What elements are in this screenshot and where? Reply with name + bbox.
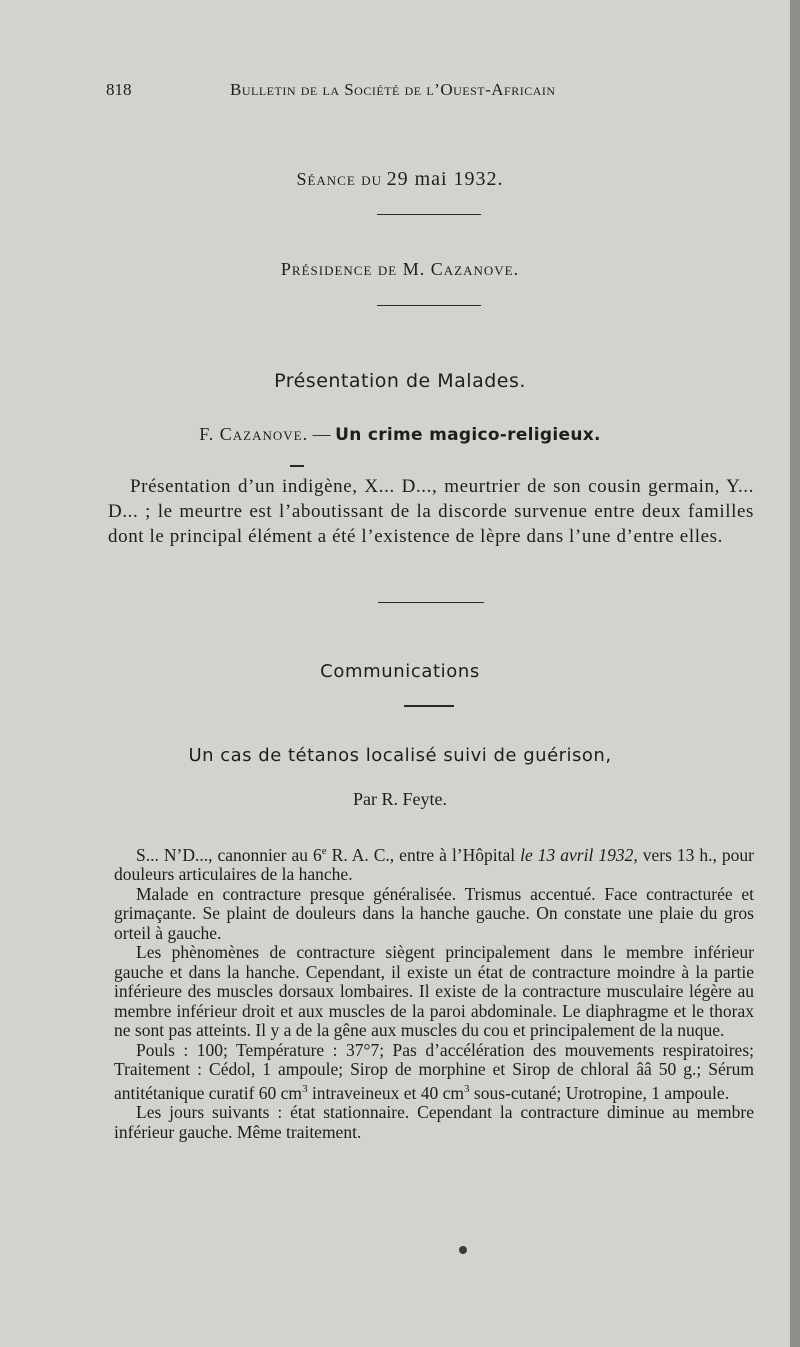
p4-text-a: Pouls : 100; Température : 37°7; Pas d’accélération des mouvements respiratoires; Traitement : Cédol, 1 ampoule; Sirop de morphine et Sirop de chloral ââ 50 g.; Sérum antitétanique curatif 60 cm: [114, 1039, 754, 1103]
case-author: F. Cazanove.: [199, 424, 309, 444]
p4-text-c: sous-cutané; Urotropine, 1 ampoule.: [469, 1082, 730, 1103]
case-title-line: [0, 424, 800, 445]
article-title: Un cas de tétanos localisé suivi de guérison,: [188, 745, 612, 766]
ink-spot: [459, 1246, 467, 1254]
seance-label: Séance du: [296, 169, 383, 189]
page-number: 818: [106, 80, 132, 99]
p4-superscript: 3: [464, 1082, 470, 1095]
case-dash: —: [308, 424, 336, 444]
presentation-heading: Présentation de Malades.: [274, 370, 526, 392]
article-paragraph: [114, 1103, 754, 1142]
p2-text: Malade en contracture presque généralisée. Trismus accentué. Face contracturée et grimaçante. Se plaint de douleurs dans la hanche gauche. On constate une plaie du gros orteil à gauche.: [114, 883, 754, 943]
communications-heading: Communications: [320, 661, 480, 682]
p1-text-a: S... N’D..., canonnier au 6: [136, 844, 322, 865]
seance-date: 29 mai 1932.: [386, 168, 504, 190]
case-title: Un crime magico-religieux.: [335, 425, 601, 445]
p1-text-c: vers 13 h., pour douleurs articulaires de la hanche.: [114, 844, 754, 885]
p1-superscript: e: [321, 845, 327, 857]
case-presentation-paragraph: [108, 474, 754, 549]
short-rule: [404, 705, 454, 707]
presidence-heading: Présidence de M. Cazanove.: [280, 259, 520, 279]
article-paragraph: [114, 842, 754, 885]
article-byline: Par R. Feyte.: [353, 789, 447, 809]
separator-rule: [378, 602, 484, 603]
article-body: [114, 842, 754, 1142]
separator-rule: [377, 305, 481, 306]
journal-title: Bulletin de la Société de l’Ouest-Africain: [230, 80, 556, 99]
article-paragraph: [114, 943, 754, 1041]
p4-superscript: 3: [302, 1082, 308, 1095]
running-head: [106, 80, 756, 108]
short-dash-mark: [290, 465, 304, 467]
separator-rule: [377, 214, 481, 215]
article-paragraph: [114, 885, 754, 944]
p4-text-b: intraveineux et 40 cm: [307, 1082, 465, 1103]
article-paragraph: [114, 1041, 754, 1103]
case-presentation-text: Présentation d’un indigène, X... D..., meurtrier de son cousin germain, Y... D... ; le meurtre est l’aboutissant de la discorde survenue entre deux familles dont le principal élément a été l’existence de lèpre dans l’une d’entre elles.: [108, 476, 754, 547]
p1-date: le 13 avril 1932,: [520, 844, 638, 865]
p1-text-b: R. A. C., entre à l’Hôpital: [326, 844, 521, 865]
p3-text: Les phènomènes de contracture siègent principalement dans le membre inférieur gauche et dans la hanche. Cependant, il existe un état de contracture moindre à la partie inférieure des muscles dorsaux lombaires. Il existe de la contracture musculaire légère au membre inférieur droit et aux muscles de la paroi abdominale. Le diaphragme et le thorax ne sont pas atteints. Il y a de la gêne aux muscles du cou et principalement de la nuque.: [114, 942, 754, 1041]
p5-text: Les jours suivants : état stationnaire. Cependant la contracture diminue au membre inférieur gauche. Même traitement.: [114, 1102, 754, 1142]
seance-heading: [0, 168, 800, 191]
